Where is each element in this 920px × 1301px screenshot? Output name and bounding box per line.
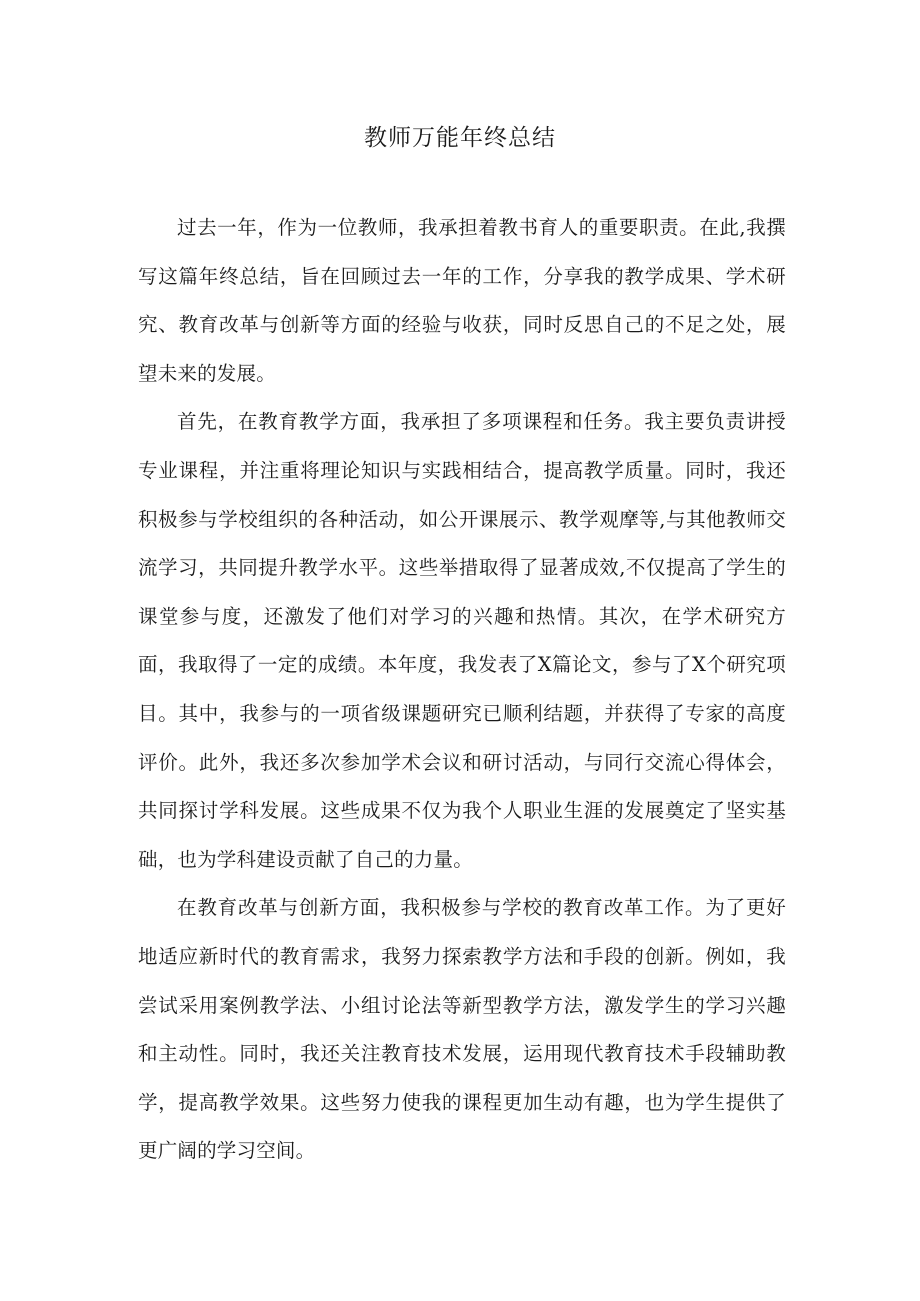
- paragraph-teaching-research: 首先，在教育教学方面，我承担了多项课程和任务。我主要负责讲授专业课程，并注重将理论知识与实践相结合，提高教学质量。同时，我还积极参与学校组织的各种活动，如公开课展示、教学观摩等,与其他教师交流学习，共同提升教学水平。这些举措取得了显著成效,不仅提高了学生的课堂参与度，还激发了他们对学习的兴趣和热情。其次，在学术研究方面，我取得了一定的成绩。本年度，我发表了X篇论文，参与了X个研究项目。其中，我参与的一项省级课题研究已顺利结题，并获得了专家的高度评价。此外，我还多次参加学术会议和研讨活动，与同行交流心得体会，共同探讨学科发展。这些成果不仅为我个人职业生涯的发展奠定了坚实基础，也为学科建设贡献了自己的力量。: [138, 410, 786, 871]
- document-title: 教师万能年终总结: [364, 125, 556, 151]
- document-body: [138, 204, 786, 1176]
- paragraph-reform-innovation: 在教育改革与创新方面，我积极参与学校的教育改革工作。为了更好地适应新时代的教育需求，我努力探索教学方法和手段的创新。例如，我尝试采用案例教学法、小组讨论法等新型教学方法，激发学生的学习兴趣和主动性。同时，我还关注教育技术发展，运用现代教育技术手段辅助教学，提高教学效果。这些努力使我的课程更加生动有趣，也为学生提供了更广阔的学习空间。: [138, 896, 786, 1163]
- paragraph-intro: 过去一年，作为一位教师，我承担着教书育人的重要职责。在此,我撰写这篇年终总结，旨在回顾过去一年的工作，分享我的教学成果、学术研究、教育改革与创新等方面的经验与收获，同时反思自己的不足之处，展望未来的发展。: [138, 216, 786, 385]
